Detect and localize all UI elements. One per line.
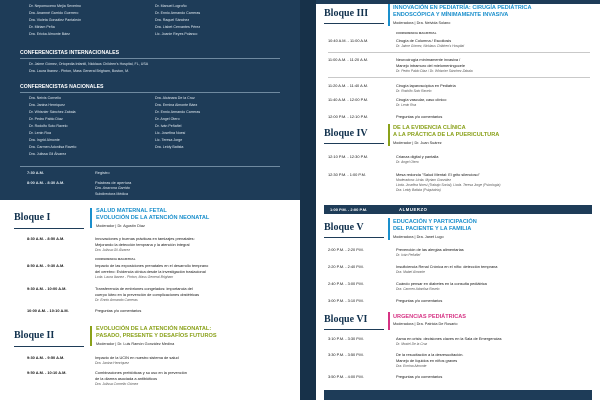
faculty-name: Lic. Joanie Reyes Polanco — [155, 32, 198, 36]
row-title: Preguntas y/o comentarios — [396, 114, 443, 119]
lunch-strip — [324, 205, 592, 214]
row-title: Innovaciones y buenas prácticas en tamizajes prenatales: — [95, 236, 195, 241]
faculty-name: Lic. Josefina Noesí — [155, 131, 186, 135]
row-speaker: Dr. Iván Peñafiel — [396, 253, 421, 257]
row-title: De la resucitación a la desresucitación. — [396, 352, 464, 357]
faculty-name: Dra. Ericka Almonte Báez — [29, 32, 70, 36]
row-title: Preguntas y/o comentarios — [95, 308, 142, 313]
row-time: 10:00 A.M. - 10:10 A.M. — [27, 308, 69, 313]
bloque-title: EDUCACIÓN Y PARTICIPACIÓN — [393, 219, 477, 225]
faculty-name: Dra. Ermina Almonte Báez — [155, 103, 198, 107]
bloque-label: Bloque I — [14, 212, 51, 223]
row-time: 9:30 A.M. - 9:50 A.M. — [27, 355, 65, 360]
row-title: de la diarrea asociada a antibióticos — [95, 376, 158, 381]
accent-bar — [388, 312, 390, 330]
row-speaker: Dra. Leidy Batista (Psiquiatría) — [396, 188, 441, 192]
national-heading: CONFERENCISTAS NACIONALES — [20, 84, 104, 90]
divider — [324, 143, 384, 144]
accent-bar — [90, 326, 92, 346]
faculty-name: Dra. Raquel Sánchez — [155, 18, 190, 22]
moderator: Moderador | Dr. Juan Suárez — [393, 141, 442, 145]
row-title: Cirugía vascular, caso clínico — [396, 97, 447, 102]
divider — [20, 92, 280, 93]
faculty-name: Dr. Ennio Armando Carreras — [155, 110, 201, 114]
faculty-name: Dr. Pedro Pablo Díaz — [29, 117, 63, 121]
row-title: Cuándo pensar en diabetes en la consulta pediátrica — [396, 281, 487, 286]
row-title: Manejo intramuro del mielomeningocele — [396, 63, 465, 68]
row-title: Neurocirugía mínimamente invasiva / — [396, 57, 461, 62]
row-time: 11:40 A.M. - 12:00 P.M. — [328, 97, 369, 102]
faculty-name: Dra. Lisbet Cervantes Pérez — [155, 25, 201, 29]
row-speaker: Dr. Lenin Roa — [396, 103, 417, 107]
row-time: 12:10 P.M. - 12:30 P.M. — [328, 154, 369, 159]
moderator: Moderadora | Dra. Patricia De Rosario — [393, 322, 458, 326]
row-time: 8:50 A.M. - 9:30 A.M. — [27, 263, 65, 268]
row-title: Mesa redonda "Salud Mental: El grito silencioso" — [396, 172, 480, 177]
row-title: Cirugía de Columna / Escoliosis — [396, 38, 452, 43]
bloque-title: DE LA EVIDENCIA CLÍNICA — [393, 125, 466, 131]
faculty-name: Dra. Leidy Batista — [155, 145, 184, 149]
faculty-name: Dr. Nepomuceno Mejía Severino — [29, 4, 81, 8]
row-speaker: Dr. Ennio Armando Carreras — [95, 298, 138, 302]
row-speaker: Moderadora: Licda. Myriam González — [396, 178, 451, 182]
row-title: Crianza digital y pantalla — [396, 154, 439, 159]
row-speaker: Dr. Mosiel De la Cruz — [396, 342, 428, 346]
bloque-label: Bloque II — [14, 330, 55, 341]
bloque-title: A LA PRÁCTICA DE LA PUERICULTURA — [393, 132, 500, 138]
faculty-name: Dr. Ennio Armando Carreras — [155, 11, 201, 15]
faculty-name: Dr. Miriam Peña — [29, 25, 55, 29]
row-title: cuerpo lúteo en la prevención de complicaciones obstétricas — [95, 292, 200, 297]
faculty-name: Dra. Ingrid Almonte — [29, 138, 60, 142]
row-time: 9:30 A.M. - 10:00 A.M. — [27, 286, 67, 291]
bloque-title: PASADO, PRESENTE Y DESAFÍOS FUTUROS — [96, 333, 217, 339]
opening-sub: Subdirectora Médica — [95, 192, 128, 196]
conference-tag: CONFERENCIA MAGISTRAL — [95, 257, 136, 261]
faculty-name: Dra. Alcánara De la Cruz — [155, 96, 195, 100]
faculty-name: Lic. Teresa Jorge — [155, 138, 183, 142]
row-speaker: Dr. Jaime Gómez, Nicklaus Children's Hospital — [396, 44, 465, 48]
row-title: Asma en crisis: decisiones claves en la Sala de Emergencias — [396, 336, 502, 341]
row-time: 9:50 A.M. - 10:10 A.M. — [27, 370, 67, 375]
divider — [324, 329, 384, 330]
faculty-name: Dr. Jaime Gómez, Ortopedia Infantil, Nicklaus Children's Hospital, FL, USA — [29, 62, 149, 66]
bloque1-section — [0, 200, 300, 400]
accent-bar — [90, 208, 92, 228]
lunch-label: ALMUERZO — [399, 207, 428, 212]
row-title: Impacto de la UCIN en nuestro sistema de salud — [95, 355, 179, 360]
row-time: 2:20 P.M. - 2:40 P.M. — [328, 264, 364, 269]
accent-bar — [388, 124, 390, 146]
faculty-name: Dr. Manuel Logroño — [155, 4, 187, 8]
conference-tag: CONFERENCIA MAGISTRAL — [396, 31, 437, 35]
moderator: Moderador | Dr. Agustín Díaz — [96, 224, 145, 228]
row-title: Cirugía laparoscópica en Pediatría — [396, 83, 456, 88]
row-title: Mejorando la detección temprana y la atención integral — [95, 242, 190, 247]
row-speaker: Dra. Janina Henríquez — [95, 361, 129, 365]
opening-time: 7:30 A.M. — [27, 170, 44, 175]
divider — [20, 58, 280, 59]
faculty-name: Dr. Iván Peñafiel — [155, 124, 182, 128]
accent-bar — [388, 218, 390, 240]
row-speaker: Dr. Pedro Pablo Díaz / Dr. Whisnier Sánchez Zabala — [396, 69, 473, 73]
row-speaker: Licda. Josefina Noesí (Trabajo Social), Licda. Teresa Jorge (Psicología) — [396, 183, 501, 187]
moderator: Moderador | Dr. Luis Ramón González Medina — [96, 342, 175, 346]
row-title: Insuficiencia Renal Crónica en el niño: detección temprana — [396, 264, 498, 269]
faculty-name: Dr. Whisnier Sánchez Zabala — [29, 110, 76, 114]
row-time: 3:30 P.M. - 3:50 P.M. — [328, 352, 364, 357]
divider — [328, 52, 590, 53]
row-title: Manejo de líquidos en niños graves — [396, 358, 458, 363]
faculty-name: Dra. Laura Ibanez - Pinton, Mass General Brigham, Boston, M. — [29, 69, 130, 73]
row-title: Combinaciones prebióticas y su uso en la prevención — [95, 370, 187, 375]
opening-time: 8:00 A.M. - 8:30 A.M. — [27, 180, 65, 185]
bloque-title: URGENCIAS PEDIÁTRICAS — [393, 314, 467, 320]
divider — [324, 23, 384, 24]
page-gutter — [300, 0, 316, 400]
faculty-name: Dra. Violeta González Pantaleón — [29, 18, 82, 22]
faculty-name: Dra. Julissa Gil Álvarez — [29, 152, 67, 156]
divider — [14, 346, 84, 347]
opening-title: Palabras de apertura — [95, 180, 132, 185]
row-speaker: Lcda. Laura Ibanez - Pinton, Mass General Brigham — [95, 275, 174, 279]
bloque-label: Bloque V — [324, 222, 364, 233]
bloque-title: EVOLUCIÓN DE LA ATENCIÓN NEONATAL: — [96, 326, 212, 332]
international-heading: CONFERENCISTAS INTERNACIONALES — [20, 50, 120, 56]
row-title: Transferencia de embriones congelados: importancia del — [95, 286, 193, 291]
row-time: 3:00 P.M. - 3:10 P.M. — [328, 298, 364, 303]
row-time: 10:40 A.M. - 11:00 A.M. — [328, 38, 369, 43]
faculty-name: Dra. Carmen Adonilsa Ravelo — [29, 145, 77, 149]
row-time: 2:40 P.M. - 3:00 P.M. — [328, 281, 364, 286]
accent-bar — [388, 4, 390, 26]
row-title: Prevención de las alergias alimentarias — [396, 247, 464, 252]
moderator: Moderadora | Dra. Janet Lugo — [393, 235, 444, 239]
moderator: Moderadora | Dra. Neivida Solano — [393, 21, 451, 25]
divider — [324, 237, 384, 238]
row-speaker: Dra. Ermina Almonte — [396, 364, 427, 368]
faculty-section — [0, 0, 300, 225]
bloque-label: Bloque IV — [324, 128, 368, 139]
top-band — [316, 0, 600, 4]
bloque-title: EVOLUCIÓN DE LA ATENCIÓN NEONATAL — [96, 215, 210, 221]
faculty-name: Dr. Rodolfo Soto Ravelo — [29, 124, 68, 128]
faculty-name: Dr. Angel Otero — [155, 117, 180, 121]
row-title: Impacto de las exposiciones prenatales en el desarrollo temprano — [95, 263, 209, 268]
right-page — [316, 0, 600, 400]
bloque-title: INNOVACIÓN EN PEDIATRÍA: CIRUGÍA PEDIÁTRICA — [393, 5, 532, 11]
row-speaker: Dra. Mabel Almonte — [396, 270, 426, 274]
row-title: Preguntas y/o comentarios — [396, 374, 443, 379]
row-time: 3:50 P.M. - 4:00 P.M. — [328, 374, 364, 379]
row-speaker: Dra. Julissa Gil Álvarez — [95, 248, 131, 252]
bottom-band — [324, 390, 592, 400]
row-time: 11:20 A.M. - 11:40 A.M. — [328, 83, 369, 88]
row-time: 11:00 A.M. - 11:20 A.M. — [328, 57, 369, 62]
bloque-label: Bloque VI — [324, 314, 368, 325]
opening-title: Registro — [95, 170, 110, 175]
row-speaker: Dra. Carmen Adonilsa Ravelo — [396, 287, 440, 291]
lunch-time: 1:00 P.M. - 2:00 P.M. — [330, 207, 368, 212]
faculty-name: Dra. Janina Henríquez — [29, 103, 65, 107]
row-title: Preguntas y/o comentarios — [396, 298, 443, 303]
row-speaker: Dr. Rodolfo Soto Ravelo — [396, 89, 432, 93]
faculty-name: Dra. Anamné Garrido Guerrero — [29, 11, 79, 15]
bloque-title: DEL PACIENTE Y LA FAMILIA — [393, 226, 472, 232]
divider — [20, 166, 280, 167]
faculty-name: Dra. Neivis Cornelio — [29, 96, 61, 100]
row-time: 12:00 P.M. - 12:10 P.M. — [328, 114, 369, 119]
row-speaker: Dr. Angel Otero — [396, 160, 419, 164]
row-time: 12:30 P.M. - 1:00 P.M. — [328, 172, 366, 177]
divider — [328, 77, 590, 78]
row-time: 3:10 P.M. - 3:30 P.M. — [328, 336, 364, 341]
divider — [14, 228, 84, 229]
opening-sub: Dra. Anacona Garrido — [95, 186, 130, 190]
faculty-name: Dr. Lenin Roa — [29, 131, 51, 135]
bloque-title: SALUD MATERNAL FETAL — [96, 208, 167, 214]
row-time: 8:30 A.M. - 8:50 A.M. — [27, 236, 65, 241]
bloque-title: ENDOSCÓPICA Y MÍNIMAMENTE INVASIVA — [393, 12, 509, 18]
row-title: del cerebro: Evidencia clínica desde la investigación traslacional — [95, 269, 206, 274]
bloque-label: Bloque III — [324, 8, 369, 19]
row-time: 2:00 P.M. - 2:20 P.M. — [328, 247, 364, 252]
row-speaker: Dra. Julissa Cornelio Gómez — [95, 382, 139, 386]
